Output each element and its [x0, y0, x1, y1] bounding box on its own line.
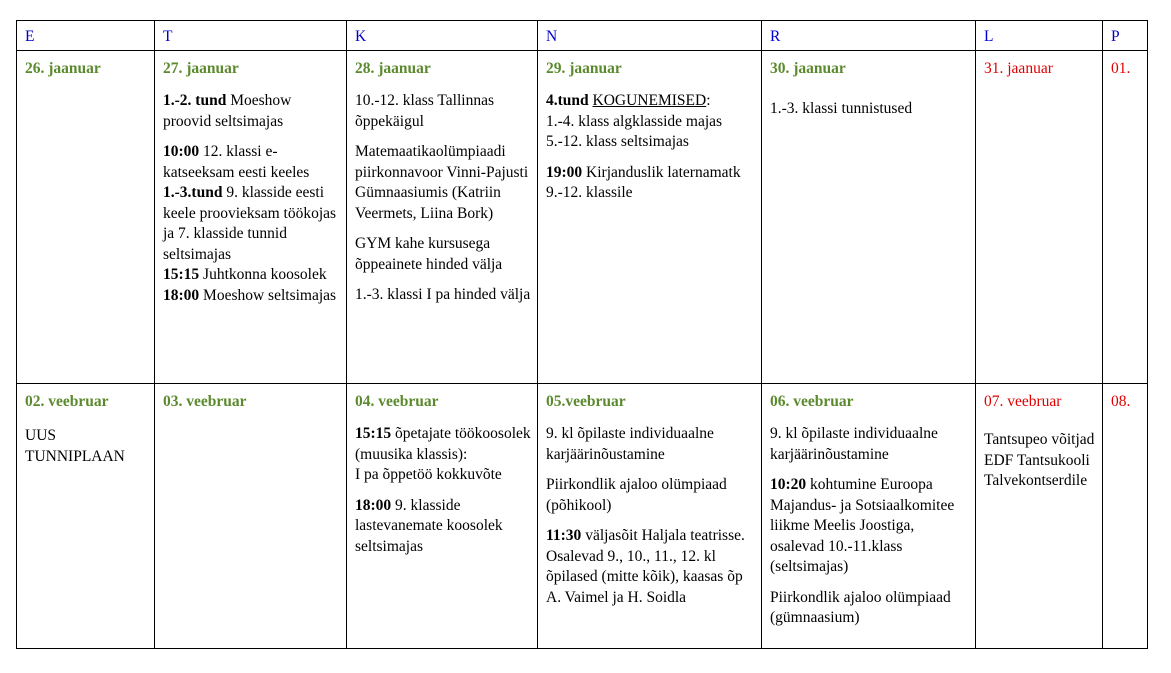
day-cell-feb07	[976, 383, 1103, 648]
event-item: 10:00 12. klassi e-katseeksam eesti keeles	[163, 143, 310, 181]
event-item: 1.-3.tund 9. klasside eesti keele proovieksam töökojas ja 7. klasside tunnid seltsimajas	[163, 184, 337, 263]
weekly-schedule-table	[16, 20, 1148, 649]
day-cell-jan31	[976, 50, 1103, 383]
day-date: 06. veebruar	[770, 392, 854, 410]
day-cell-feb04	[347, 383, 538, 648]
day-cell-feb05	[538, 383, 762, 648]
event-item: 9. kl õpilaste individuaalne karjäärinõustamine	[546, 425, 714, 463]
event-item: 10.-12. klass Tallinnas õppekäigul	[355, 92, 494, 130]
day-cell-feb01	[1103, 50, 1148, 383]
day-cell-feb03	[155, 383, 347, 648]
event-item: 1.-3. klassi I pa hinded välja	[355, 286, 531, 303]
event-item: 10:20 kohtumine Euroopa Majandus- ja Sotsiaalkomitee liikme Meelis Joostiga, osalevad 10.-11.klass (seltsimajas)	[770, 476, 955, 575]
day-date: 07. veebruar	[984, 392, 1062, 410]
header-monday: E	[17, 21, 155, 51]
day-date: 28. jaanuar	[355, 59, 431, 77]
day-cell-jan29	[538, 50, 762, 383]
event-item: Piirkondlik ajaloo olümpiaad (põhikool)	[546, 476, 727, 514]
event-item: 18:00 9. klasside lastevanemate koosolek seltsimajas	[355, 496, 503, 555]
header-tuesday: T	[155, 21, 347, 51]
day-cell-feb06	[762, 383, 976, 648]
weekday-header-row	[17, 21, 1148, 51]
day-date: 04. veebruar	[355, 392, 439, 410]
week-row-2	[17, 383, 1148, 648]
header-thursday: N	[538, 21, 762, 51]
event-item: 18:00 Moeshow seltsimajas	[163, 286, 337, 304]
day-date: 31. jaanuar	[984, 59, 1053, 77]
day-date: 26. jaanuar	[25, 59, 101, 77]
event-item: 9. kl õpilaste individuaalne karjäärinõustamine	[770, 425, 938, 463]
event-item: 19:00 Kirjanduslik laternamatk 9.-12. klassile	[546, 163, 741, 201]
day-date: 29. jaanuar	[546, 59, 622, 77]
header-saturday: L	[976, 21, 1103, 51]
header-friday: R	[762, 21, 976, 51]
day-date: 02. veebruar	[25, 392, 109, 410]
day-cell-feb08	[1103, 383, 1148, 648]
event-item: 11:30 väljasõit Haljala teatrisse. Osalevad 9., 10., 11., 12. kl õpilased (mitte kõik), kaasas õp A. Vaimel ja H. Soidla	[546, 527, 745, 606]
event-item: UUS TUNNIPLAAN	[25, 427, 125, 465]
day-cell-jan27	[155, 50, 347, 383]
week-row-1	[17, 50, 1148, 383]
event-item: Tantsupeo võitjad EDF Tantsukooli Talvekontserdile	[984, 431, 1095, 489]
day-cell-jan28	[347, 50, 538, 383]
day-cell-jan26	[17, 50, 155, 383]
event-item: GYM kahe kursusega õppeainete hinded välja	[355, 235, 503, 273]
day-date: 30. jaanuar	[770, 59, 846, 77]
header-sunday: P	[1103, 21, 1148, 51]
day-date: 03. veebruar	[163, 392, 247, 410]
event-item: Piirkondlik ajaloo olümpiaad (gümnaasium)	[770, 588, 951, 626]
event-item: 15:15 õpetajate töökoosolek (muusika klassis): I pa õppetöö kokkuvõte	[355, 425, 531, 483]
event-item: 15:15 Juhtkonna koosolek	[163, 266, 327, 283]
event-item: 1.-3. klassi tunnistused	[770, 100, 913, 117]
event-item: 4.tund KOGUNEMISED: 1.-4. klass algklasside majas 5.-12. klass seltsimajas	[546, 92, 723, 150]
event-item: 1.-2. tund Moeshow proovid seltsimajas	[163, 92, 292, 130]
day-date: 05.veebruar	[546, 392, 626, 410]
day-date: 27. jaanuar	[163, 59, 239, 77]
header-wednesday: K	[347, 21, 538, 51]
day-cell-jan30	[762, 50, 976, 383]
event-item: Matemaatikaolümpiaadi piirkonnavoor Vinni-Pajusti Gümnaasiumis (Katriin Veermets, Liina Bork)	[355, 143, 529, 222]
day-cell-feb02	[17, 383, 155, 648]
day-date: 08.	[1111, 392, 1131, 410]
day-date: 01.	[1111, 59, 1131, 77]
